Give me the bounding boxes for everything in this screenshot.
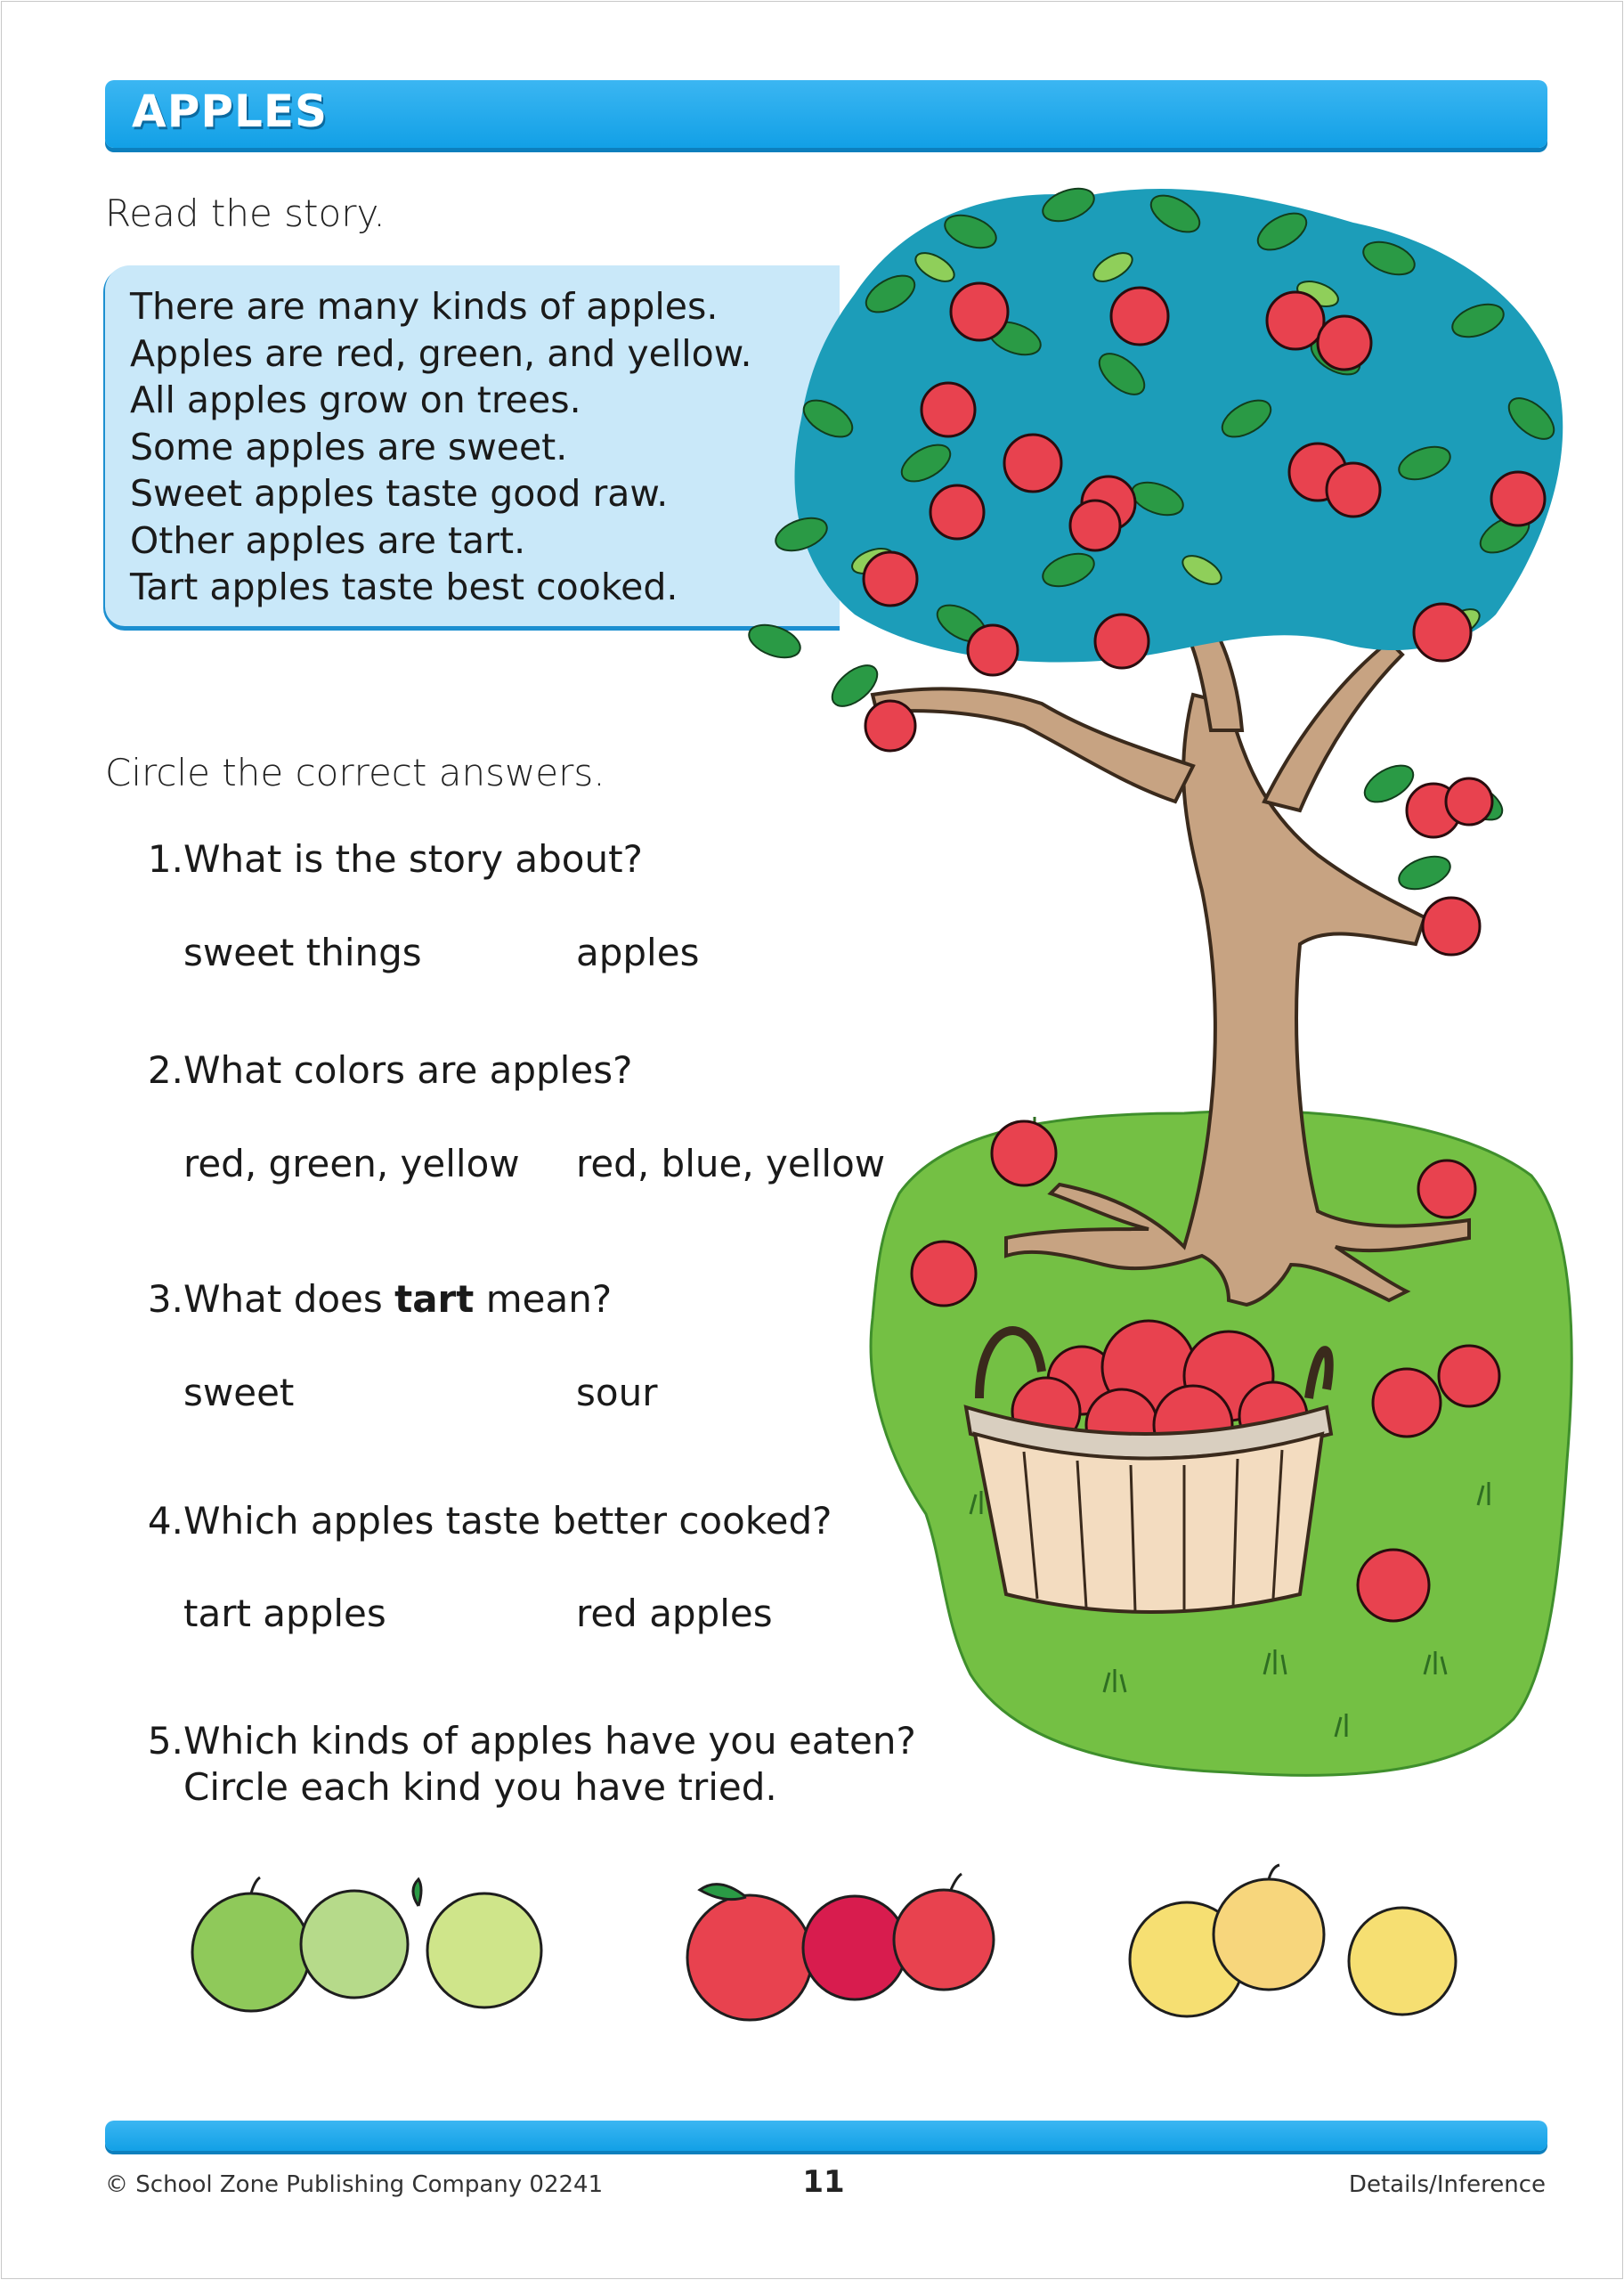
circle-instruction: Circle the correct answers.: [105, 751, 605, 794]
answer-option[interactable]: red, green, yellow: [183, 1142, 520, 1185]
story-line: All apples grow on trees.: [130, 379, 581, 421]
question-number: 2.: [147, 1048, 183, 1092]
story-line: Tart apples taste best cooked.: [130, 566, 678, 608]
answer-option[interactable]: sour: [576, 1371, 658, 1414]
answer-option[interactable]: apples: [576, 931, 700, 974]
question-number: 4.: [147, 1499, 183, 1543]
story-line: Other apples are tart.: [130, 518, 526, 562]
read-instruction: Read the story.: [105, 191, 386, 235]
answer-option[interactable]: red, blue, yellow: [576, 1142, 886, 1185]
yellow-apples[interactable]: [1130, 1865, 1456, 2016]
green-apples[interactable]: [192, 1877, 541, 2011]
story-line: Some apples are sweet.: [130, 425, 568, 468]
answer-option[interactable]: tart apples: [183, 1592, 386, 1635]
question-number: 1.: [147, 837, 183, 881]
question-text: What is the story about?: [183, 837, 643, 881]
question-text: What colors are apples?: [183, 1048, 633, 1092]
question-text-end: mean?: [474, 1277, 613, 1321]
question-number: 3.: [147, 1277, 183, 1321]
answer-option[interactable]: sweet things: [183, 931, 422, 974]
copyright-text: © School Zone Publishing Company 02241: [105, 2171, 604, 2198]
question-text-start: What does: [183, 1277, 395, 1321]
question-number: 5.: [147, 1719, 183, 1763]
answer-option[interactable]: sweet: [183, 1371, 295, 1414]
page-number: 11: [802, 2164, 845, 2200]
answer-option[interactable]: red apples: [576, 1592, 773, 1635]
question-text: Which kinds of apples have you eaten?: [183, 1719, 916, 1763]
story-line: Apples are red, green, and yellow.: [130, 331, 752, 375]
story-line: Sweet apples taste good raw.: [130, 472, 669, 515]
red-apples[interactable]: [687, 1874, 994, 2020]
footer-bar: [105, 2121, 1547, 2151]
page-title: APPLES: [132, 86, 329, 137]
story-line: There are many kinds of apples.: [130, 285, 719, 328]
vocab-word: tart: [394, 1277, 475, 1321]
skill-label: Details/Inference: [1348, 2171, 1546, 2198]
question-text: Circle each kind you have tried.: [183, 1765, 777, 1809]
question-text: Which apples taste better cooked?: [183, 1499, 832, 1543]
